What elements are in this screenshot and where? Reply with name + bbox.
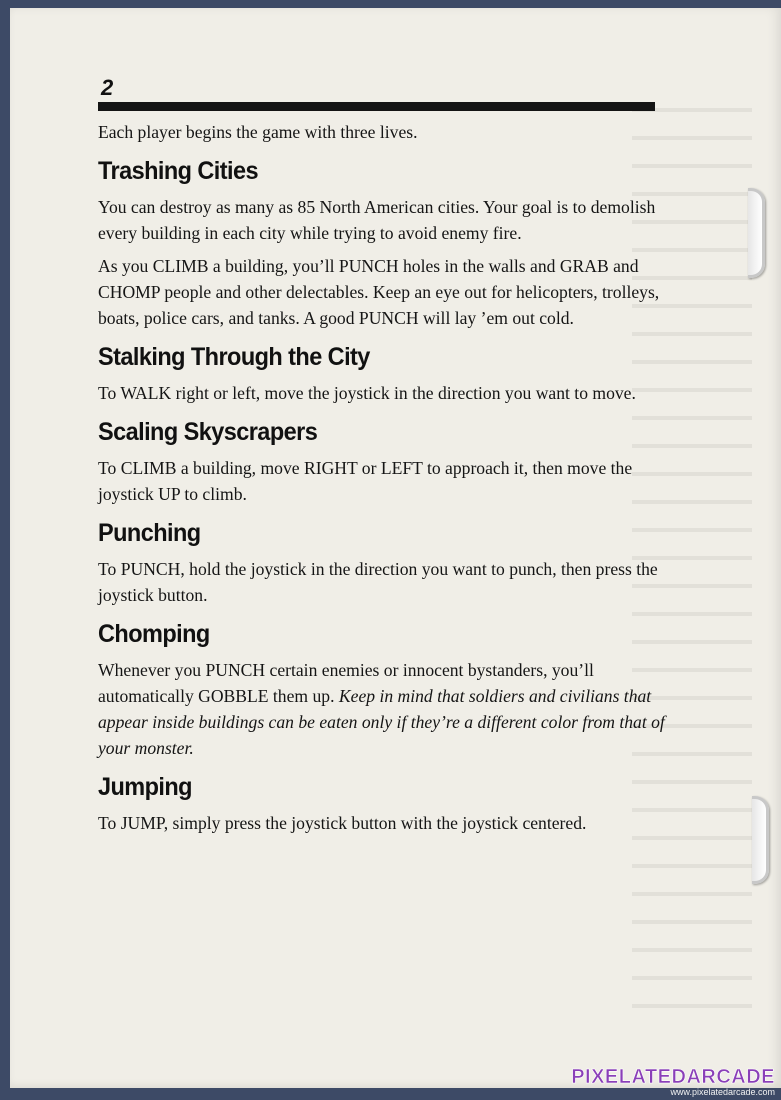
heading-stalking: Stalking Through the City [98,343,370,371]
jumping-paragraph: To JUMP, simply press the joystick button with the joystick centered. [98,813,587,833]
page-number: 2 [101,75,114,100]
trashing-paragraph-2: As you CLIMB a building, you’ll PUNCH holes in the walls and GRAB and CHOMP people and other delectables. Keep an eye out for helicopters, trolleys, boats, police cars, and tanks. A good PUNCH will lay ’em out cold. [98,256,660,328]
scaling-paragraph: To CLIMB a building, move RIGHT or LEFT to approach it, then move the joystick UP to climb. [98,458,633,504]
watermark-url: www.pixelatedarcade.com [670,1087,775,1097]
manual-page [10,8,781,1088]
chomping-paragraph [98,657,668,761]
chomping-text: Whenever you PUNCH certain enemies or innocent bystanders, you’ll automatically GOBBLE them up. [98,660,594,706]
header-rule [98,102,655,111]
heading-trashing-cities: Trashing Cities [98,157,259,185]
staple-top [748,188,765,278]
chomping-italic-note: Keep in mind that soldiers and civilians that appear inside buildings can be eaten only if they’re a different color from that of your monster. [98,686,665,758]
punching-paragraph: To PUNCH, hold the joystick in the direction you want to punch, then press the joystick button. [98,559,658,605]
heading-punching: Punching [98,519,201,547]
heading-chomping: Chomping [98,620,210,648]
stalking-paragraph: To WALK right or left, move the joystick in the direction you want to move. [98,383,636,403]
trashing-paragraph-1: You can destroy as many as 85 North American cities. Your goal is to demolish every building in each city while trying to avoid enemy fire. [98,197,656,243]
page-content [98,119,668,836]
heading-scaling: Scaling Skyscrapers [98,418,318,446]
staple-bottom [752,796,769,884]
heading-jumping: Jumping [98,773,192,801]
watermark-title: PIXELATEDARCADE [571,1066,775,1088]
intro-paragraph: Each player begins the game with three lives. [98,122,418,142]
watermark [571,1067,775,1098]
